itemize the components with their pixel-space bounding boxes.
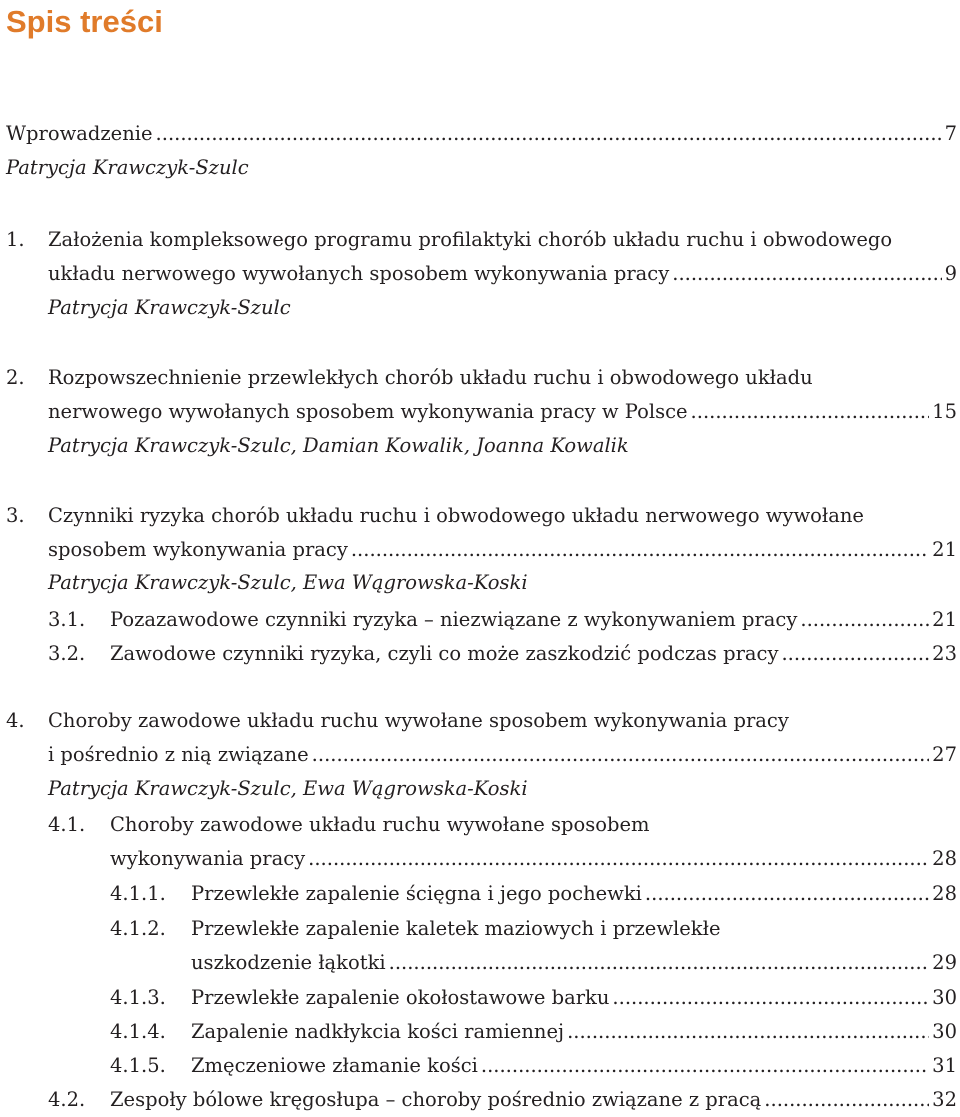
- page-number: 30: [932, 986, 957, 1009]
- subsection-title-line1: Przewlekłe zapalenie kaletek maziowych i przewlekłe: [191, 917, 721, 940]
- toc-entry-4-1[interactable]: [0, 808, 960, 842]
- toc-author: [0, 772, 960, 806]
- toc-entry-4-1-line2[interactable]: [0, 842, 960, 876]
- toc-author: [0, 429, 960, 463]
- toc-entry-4-2[interactable]: [0, 1083, 960, 1117]
- chapter-title-line1: Czynniki ryzyka chorób układu ruchu i obwodowego układu nerwowego wywołane: [48, 504, 864, 527]
- chapter-number: 2.: [6, 366, 25, 389]
- page-number: 21: [932, 608, 957, 631]
- page-number: 28: [932, 882, 957, 905]
- page-number: 27: [932, 743, 957, 766]
- leader-dots: [481, 1049, 929, 1083]
- toc-entry-ch4[interactable]: [0, 704, 960, 738]
- leader-dots: [612, 981, 929, 1015]
- chapter-number: 4.: [6, 709, 25, 732]
- section-number: 3.1.: [48, 608, 86, 631]
- section-number: 4.1.: [48, 813, 86, 836]
- toc-entry-row: [110, 842, 957, 876]
- toc-entry-ch3-line2[interactable]: [0, 533, 960, 567]
- subsection-number: 4.1.2.: [110, 917, 166, 940]
- toc-entry-row: [191, 981, 957, 1015]
- leader-dots: [389, 946, 930, 980]
- author-names: Patrycja Krawczyk-Szulc, Damian Kowalik, Joanna Kowalik: [48, 434, 629, 457]
- toc-entry-ch3[interactable]: [0, 499, 960, 533]
- toc-entry-row: [48, 533, 957, 567]
- author-names: Patrycja Krawczyk-Szulc, Ewa Wągrowska-Koski: [48, 777, 528, 800]
- toc-entry-row: [191, 877, 957, 911]
- section-title: Pozazawodowe czynniki ryzyka – niezwiązane z wykonywaniem pracy: [110, 608, 798, 631]
- page-number: 15: [932, 400, 957, 423]
- toc-entry-row: [110, 637, 957, 671]
- subsection-number: 4.1.1.: [110, 882, 166, 905]
- leader-dots: [351, 533, 929, 567]
- section-number: 4.2.: [48, 1088, 86, 1111]
- leader-dots: [781, 637, 929, 671]
- toc-entry-4-1-3[interactable]: [0, 981, 960, 1015]
- page-number: 29: [932, 951, 957, 974]
- toc-entry-ch4-line2[interactable]: [0, 738, 960, 772]
- toc-entry-4-1-1[interactable]: [0, 877, 960, 911]
- subsection-number: 4.1.4.: [110, 1020, 166, 1043]
- toc-entry-4-1-2[interactable]: [0, 912, 960, 946]
- page-number: 30: [932, 1020, 957, 1043]
- toc-author: [0, 566, 960, 600]
- toc-entry-row: [110, 603, 957, 637]
- chapter-title-line1: Rozpowszechnienie przewlekłych chorób układu ruchu i obwodowego układu: [48, 366, 813, 389]
- toc-entry-title: Wprowadzenie: [6, 122, 153, 145]
- page-number: 21: [932, 538, 957, 561]
- toc-entry-4-1-5[interactable]: [0, 1049, 960, 1083]
- page-number: 23: [932, 642, 957, 665]
- chapter-number: 3.: [6, 504, 25, 527]
- leader-dots: [312, 738, 930, 772]
- chapter-number: 1.: [6, 228, 25, 251]
- toc-entry-3-2[interactable]: [0, 637, 960, 671]
- author-names: Patrycja Krawczyk-Szulc: [6, 156, 249, 179]
- page-title: Spis treści: [6, 4, 163, 39]
- section-title-line2: wykonywania pracy: [110, 847, 306, 870]
- chapter-title-line2: nerwowego wywołanych sposobem wykonywania pracy w Polsce: [48, 400, 688, 423]
- author-names: Patrycja Krawczyk-Szulc: [48, 296, 291, 319]
- toc-author: [0, 151, 960, 185]
- chapter-title-line1: Założenia kompleksowego programu profilaktyki chorób układu ruchu i obwodowego: [48, 228, 893, 251]
- leader-dots: [691, 395, 930, 429]
- subsection-number: 4.1.5.: [110, 1054, 166, 1077]
- subsection-title: Zmęczeniowe złamanie kości: [191, 1054, 478, 1077]
- toc-entry-4-1-2-line2[interactable]: [0, 946, 960, 980]
- subsection-title: Przewlekłe zapalenie okołostawowe barku: [191, 986, 610, 1009]
- leader-dots: [308, 842, 929, 876]
- toc-entry-row: [110, 1083, 957, 1117]
- page-number: 31: [932, 1054, 957, 1077]
- subsection-title: Zapalenie nadkłykcia kości ramiennej: [191, 1020, 565, 1043]
- chapter-title-line2: sposobem wykonywania pracy: [48, 538, 348, 561]
- section-title: Zespoły bólowe kręgosłupa – choroby pośrednio związane z pracą: [110, 1088, 762, 1111]
- leader-dots: [800, 603, 929, 637]
- toc-entry-ch1[interactable]: [0, 223, 960, 257]
- toc-entry-row: [48, 738, 957, 772]
- leader-dots: [156, 117, 942, 151]
- chapter-title-line2: układu nerwowego wywołanych sposobem wykonywania pracy: [48, 262, 670, 285]
- toc-entry-row: [191, 1049, 957, 1083]
- subsection-number: 4.1.3.: [110, 986, 166, 1009]
- toc-entry-ch2[interactable]: [0, 361, 960, 395]
- section-title-line1: Choroby zawodowe układu ruchu wywołane sposobem: [110, 813, 650, 836]
- toc-entry-4-1-4[interactable]: [0, 1015, 960, 1049]
- author-names: Patrycja Krawczyk-Szulc, Ewa Wągrowska-Koski: [48, 571, 528, 594]
- page-number: 28: [932, 847, 957, 870]
- chapter-title-line1: Choroby zawodowe układu ruchu wywołane sposobem wykonywania pracy: [48, 709, 789, 732]
- section-number: 3.2.: [48, 642, 86, 665]
- toc-entry-row: [191, 946, 957, 980]
- page-number: 7: [944, 122, 957, 145]
- toc-entry-3-1[interactable]: [0, 603, 960, 637]
- subsection-title-line2: uszkodzenie łąkotki: [191, 951, 386, 974]
- toc-entry-intro[interactable]: [0, 117, 960, 151]
- leader-dots: [645, 877, 929, 911]
- toc-entry-row: [48, 257, 957, 291]
- leader-dots: [672, 257, 941, 291]
- toc-entry-ch2-line2[interactable]: [0, 395, 960, 429]
- toc-entry-row: [6, 117, 957, 151]
- toc-entry-row: [48, 395, 957, 429]
- subsection-title: Przewlekłe zapalenie ścięgna i jego pochewki: [191, 882, 642, 905]
- section-title: Zawodowe czynniki ryzyka, czyli co może zaszkodzić podczas pracy: [110, 642, 779, 665]
- chapter-title-line2: i pośrednio z nią związane: [48, 743, 309, 766]
- page-number: 9: [944, 262, 957, 285]
- toc-entry-ch1-line2[interactable]: [0, 257, 960, 291]
- toc-entry-row: [191, 1015, 957, 1049]
- toc-author: [0, 291, 960, 325]
- leader-dots: [567, 1015, 929, 1049]
- page-number: 32: [932, 1088, 957, 1111]
- leader-dots: [764, 1083, 929, 1117]
